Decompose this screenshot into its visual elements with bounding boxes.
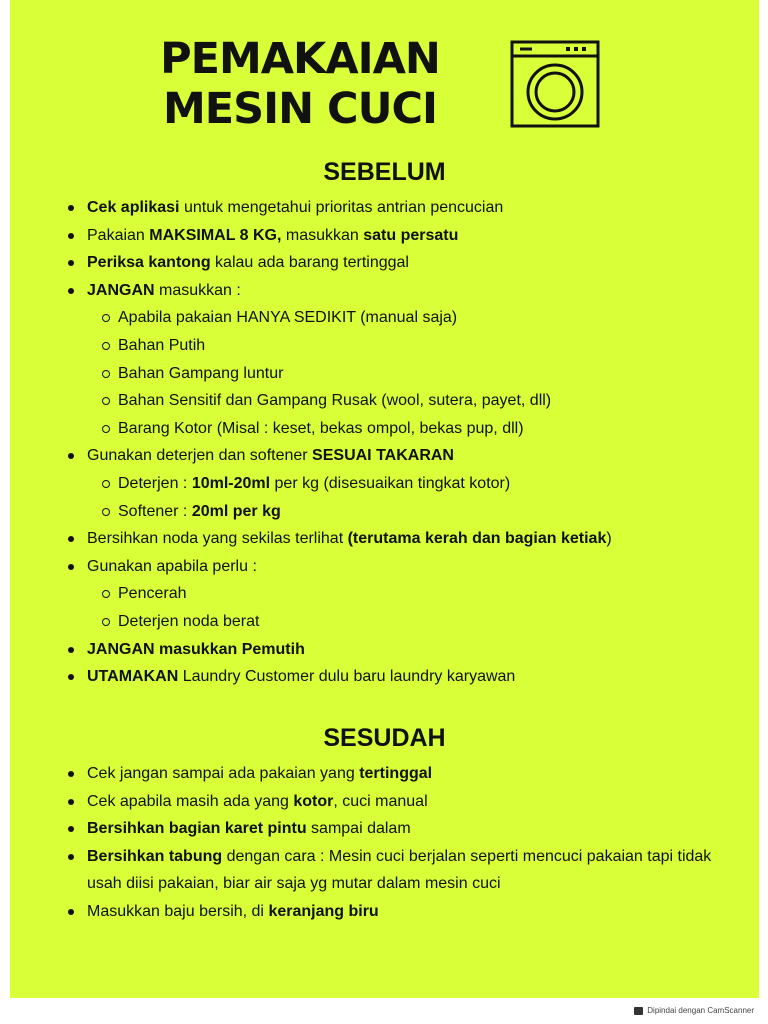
title-line-2: MESIN CUCI: [162, 84, 438, 134]
text: Bahan Gampang luntur: [118, 364, 284, 382]
washing-machine-icon: [510, 40, 600, 128]
text: , cuci manual: [333, 792, 428, 810]
sub-list-item: [10, 304, 750, 332]
text: ): [606, 530, 612, 548]
text: Softener :: [118, 502, 192, 520]
text: masukkan: [281, 226, 364, 244]
text: Pencerah: [118, 585, 187, 603]
text: per kg (disesuaikan tingkat kotor): [270, 474, 511, 492]
bold-text: 20ml per kg: [191, 502, 281, 520]
text: kalau ada barang tertinggal: [210, 254, 409, 272]
list-item: [10, 222, 750, 250]
text: Deterjen noda berat: [118, 612, 260, 630]
list-item: [10, 788, 750, 816]
sub-list-item: [10, 470, 750, 498]
poster: [10, 0, 759, 998]
sub-list-item: [10, 498, 750, 526]
bold-text: Bersihkan bagian karet pintu: [87, 820, 307, 838]
list-item: [10, 442, 750, 470]
bold-text: SESUAI TAKARAN: [312, 447, 454, 465]
text: Bahan Putih: [118, 336, 206, 354]
list-item: [10, 760, 750, 788]
bold-text: (terutama kerah dan bagian ketiak: [347, 530, 607, 548]
section-heading-before: SEBELUM: [323, 158, 446, 186]
text: Barang Kotor (Misal : keset, bekas ompol, bekas pup, dll): [118, 419, 524, 437]
after-list: [10, 760, 750, 926]
text: dengan cara : Mesin cuci berjalan seperti mencuci pakaian tapi tidak usah diisi pakaian, biar air saja yg mutar dalam mesin cuci: [87, 847, 712, 893]
bold-text: tertinggal: [359, 765, 433, 782]
list-item: [10, 525, 750, 553]
text: Gunakan deterjen dan softener: [87, 447, 313, 465]
text: Apabila pakaian HANYA SEDIKIT (manual saja): [118, 309, 458, 327]
bold-text: kotor: [293, 792, 334, 810]
text: sampai dalam: [306, 820, 411, 838]
scanner-footer: [634, 1006, 754, 1015]
list-item: [10, 663, 750, 691]
section-heading-after: SESUDAH: [323, 724, 446, 752]
list-item: [10, 815, 750, 843]
title-line-1: PEMAKAIAN: [160, 34, 440, 84]
list-item: [10, 194, 750, 222]
sub-list-item: [10, 360, 750, 388]
list-item: [10, 636, 750, 664]
text: Cek apabila masih ada yang: [87, 792, 294, 810]
bold-text: Cek aplikasi: [87, 199, 180, 216]
bold-text: 10ml-20ml: [191, 474, 271, 492]
sub-list-item: [10, 332, 750, 360]
text: Cek jangan sampai ada pakaian yang: [87, 765, 360, 782]
before-list: [10, 194, 750, 691]
text: Laundry Customer dulu baru laundry karyawan: [178, 668, 516, 686]
camscanner-icon: [634, 1007, 643, 1015]
bold-text: UTAMAKAN: [87, 668, 179, 686]
footer-text: Dipindai dengan CamScanner: [647, 1006, 754, 1015]
list-item: [10, 843, 727, 898]
bold-text: keranjang biru: [268, 902, 379, 920]
text: Masukkan baju bersih, di: [87, 902, 269, 920]
bold-text: Bersihkan tabung: [87, 847, 223, 865]
text: masukkan :: [154, 281, 241, 299]
sub-list-item: [10, 387, 750, 415]
sub-list-item: [10, 608, 750, 636]
list-item: [10, 249, 750, 277]
text: Bahan Sensitif dan Gampang Rusak (wool, sutera, payet, dll): [118, 392, 552, 410]
bold-text: satu persatu: [363, 226, 459, 244]
text: Bersihkan noda yang sekilas terlihat: [87, 530, 348, 548]
sub-list-item: [10, 415, 750, 443]
bold-text: JANGAN masukkan Pemutih: [87, 640, 305, 658]
list-item: [10, 898, 750, 926]
page-title: [150, 34, 450, 134]
bold-text: Periksa kantong: [87, 254, 211, 272]
text: Gunakan apabila perlu :: [87, 557, 257, 575]
text: Deterjen :: [118, 474, 192, 492]
list-item: [10, 277, 750, 305]
text: Pakaian: [87, 226, 150, 244]
text: untuk mengetahui prioritas antrian pencucian: [179, 199, 504, 216]
sub-list-item: [10, 580, 750, 608]
bold-text: MAKSIMAL 8 KG,: [149, 226, 282, 244]
list-item: [10, 553, 750, 581]
bold-text: JANGAN: [87, 281, 155, 299]
